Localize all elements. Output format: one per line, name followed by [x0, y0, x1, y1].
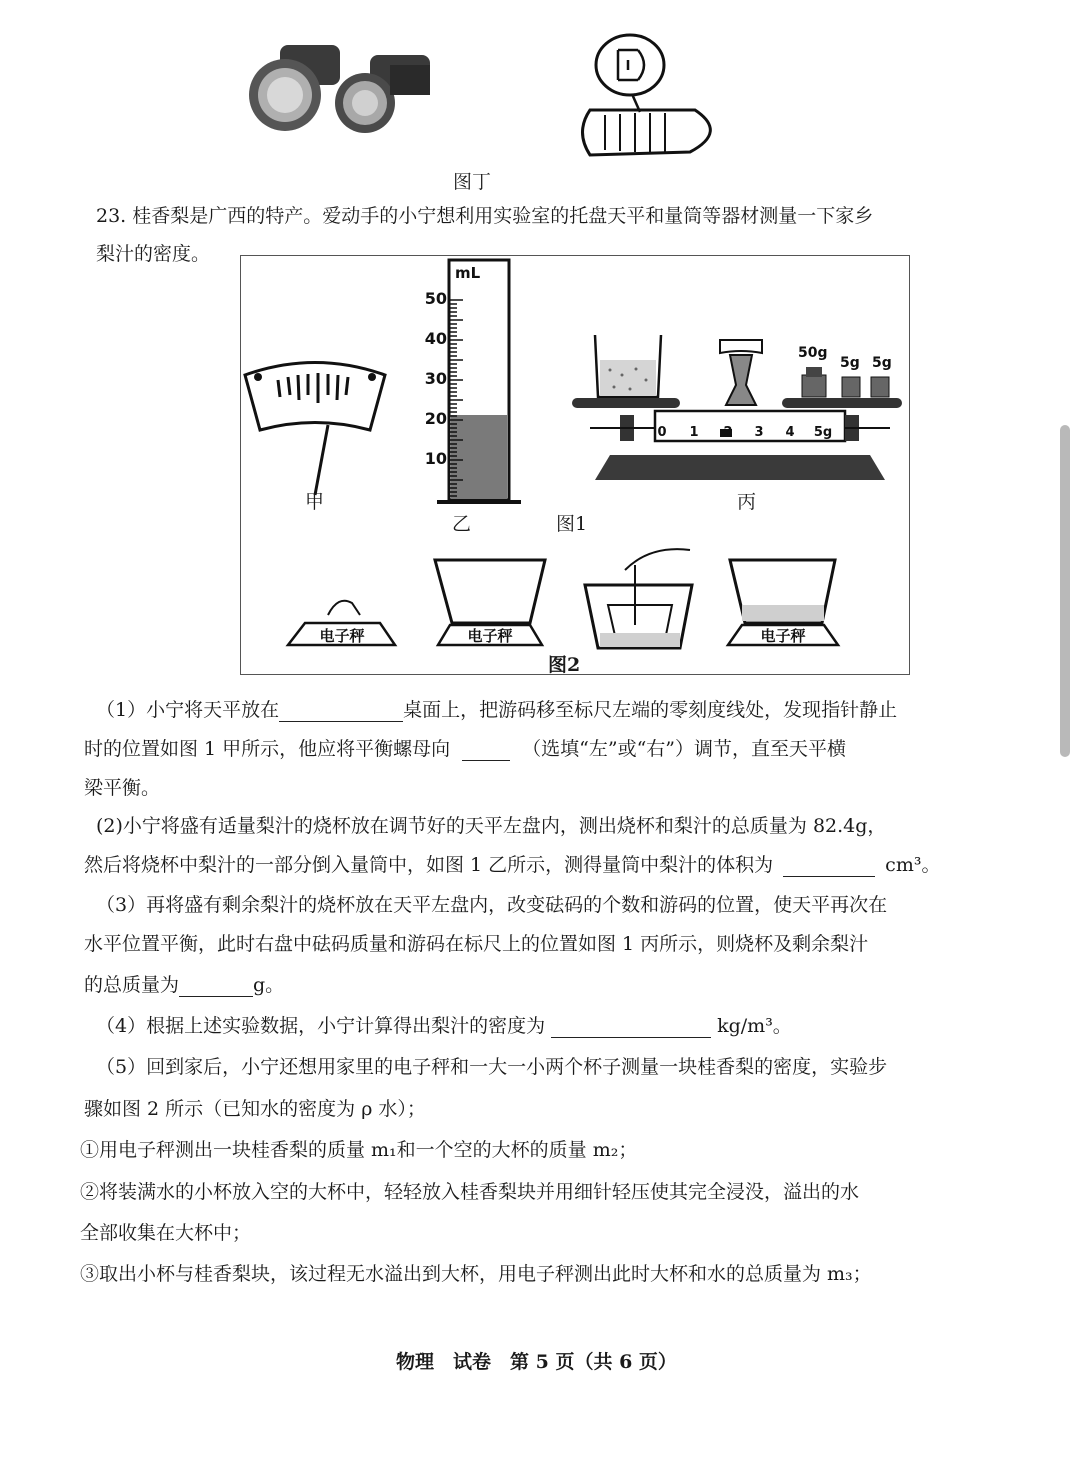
rider-scale-label: 0	[657, 425, 667, 440]
part3-text-c: 的总质量为	[84, 974, 180, 996]
figure2-caption: 图2	[548, 654, 581, 676]
part3-line2: 水平位置平衡，此时右盘中砝码质量和游码在标尺上的位置如图 1 丙所示，则烧杯及剩余梨汁	[84, 933, 869, 955]
part3-unit: g。	[253, 974, 285, 996]
part1-text-b: 桌面上，把游码移至标尺左端的零刻度线处，发现指针静止	[403, 699, 898, 721]
part1-line3: 梁平衡。	[84, 777, 161, 799]
part4-unit: kg/m³。	[717, 1015, 792, 1037]
cylinder-tick-label: 10	[424, 449, 447, 468]
part2-line1: (2)小宁将盛有适量梨汁的烧杯放在调节好的天平左盘内，测出烧杯和梨汁的总质量为 82.4g，	[96, 815, 887, 837]
figure1-label-bing: 丙	[737, 491, 757, 513]
part1-line2	[84, 737, 846, 761]
pan-balance	[570, 325, 910, 495]
rider-scale-label: 3	[754, 425, 764, 440]
cylinder-tick-label: 30	[424, 369, 447, 388]
part1-text-a: （1）小宁将天平放在	[96, 699, 280, 721]
answer-blank-density[interactable]	[551, 1017, 711, 1038]
figure1-label-jia: 甲	[305, 491, 325, 513]
cylinder-tick-label: 40	[424, 329, 447, 348]
bulb-sketch	[570, 30, 730, 165]
rider-scale-label: 5g	[813, 425, 833, 440]
weight-label: 5g	[872, 355, 892, 371]
step2-line1: ②将装满水的小杯放入空的大杯中，轻轻放入桂香梨块并用细针轻压使其完全浸没，溢出的水	[80, 1181, 860, 1203]
part1-text-c: 时的位置如图 1 甲所示，他应将平衡螺母向	[84, 738, 451, 760]
cylinder-tick-label: 50	[424, 289, 447, 308]
electronic-scale-label: 电子秤	[467, 627, 513, 645]
electronic-scale-label: 电子秤	[319, 627, 365, 645]
part2-unit: cm³。	[885, 854, 941, 876]
weight-label: 50g	[798, 345, 828, 361]
part1-text-d: （选填“左”或“右”）调节，直至天平横	[522, 738, 847, 760]
part3-line3	[84, 973, 284, 997]
rider-scale-label: 2	[723, 425, 733, 440]
weight-label: 5g	[840, 355, 860, 371]
electronic-scale-label: 电子秤	[760, 627, 806, 645]
step3: ③取出小杯与桂香梨块，该过程无水溢出到大杯，用电子秤测出此时大杯和水的总质量为 m₃；	[80, 1263, 872, 1285]
headlight-photo	[240, 35, 450, 135]
answer-blank-volume[interactable]	[783, 856, 875, 877]
electronic-scale-steps	[280, 545, 870, 657]
part2-text-b: 然后将烧杯中梨汁的一部分倒入量筒中，如图 1 乙所示，测得量筒中梨汁的体积为	[84, 854, 774, 876]
figure1-caption: 图1	[556, 513, 588, 535]
answer-blank-nut-direction[interactable]	[462, 740, 510, 761]
part2-line2	[84, 853, 940, 877]
part4-text-a: （4）根据上述实验数据，小宁计算得出梨汁的密度为	[96, 1015, 546, 1037]
question-intro-text: 桂香梨是广西的特产。爱动手的小宁想利用实验室的托盘天平和量筒等器材测量一下家乡	[132, 205, 874, 227]
graduated-cylinder	[415, 256, 530, 518]
question-intro-line2: 梨汁的密度。	[96, 243, 211, 265]
figure1-label-yi: 乙	[452, 513, 472, 535]
question-number: 23.	[96, 205, 127, 227]
answer-blank-table-surface[interactable]	[279, 701, 403, 722]
question-intro-line1	[96, 204, 873, 228]
step2-line2: 全部收集在大杯中；	[80, 1222, 252, 1244]
answer-blank-remaining-mass[interactable]	[179, 976, 253, 997]
part3-line1: （3）再将盛有剩余梨汁的烧杯放在天平左盘内，改变砝码的个数和游码的位置，使天平再次在	[96, 894, 888, 916]
part4-line1	[96, 1014, 792, 1038]
part5-line2: 骤如图 2 所示（已知水的密度为 ρ 水）；	[84, 1098, 426, 1120]
step1: ①用电子秤测出一块桂香梨的质量 m₁和一个空的大杯的质量 m₂；	[80, 1139, 638, 1161]
page-footer: 物理 试卷 第 5 页（共 6 页）	[396, 1351, 677, 1373]
scrollbar-thumb[interactable]	[1060, 425, 1070, 757]
part5-line1: （5）回到家后，小宁还想用家里的电子秤和一大一小两个杯子测量一块桂香梨的密度，实验步	[96, 1056, 888, 1078]
figure-caption-ding: 图丁	[453, 171, 492, 193]
cylinder-tick-label: 20	[424, 409, 447, 428]
rider-scale-label: 4	[785, 425, 795, 440]
rider-scale-label: 1	[689, 425, 699, 440]
cylinder-unit-label: mL	[455, 264, 481, 282]
part1-line1	[96, 698, 897, 722]
